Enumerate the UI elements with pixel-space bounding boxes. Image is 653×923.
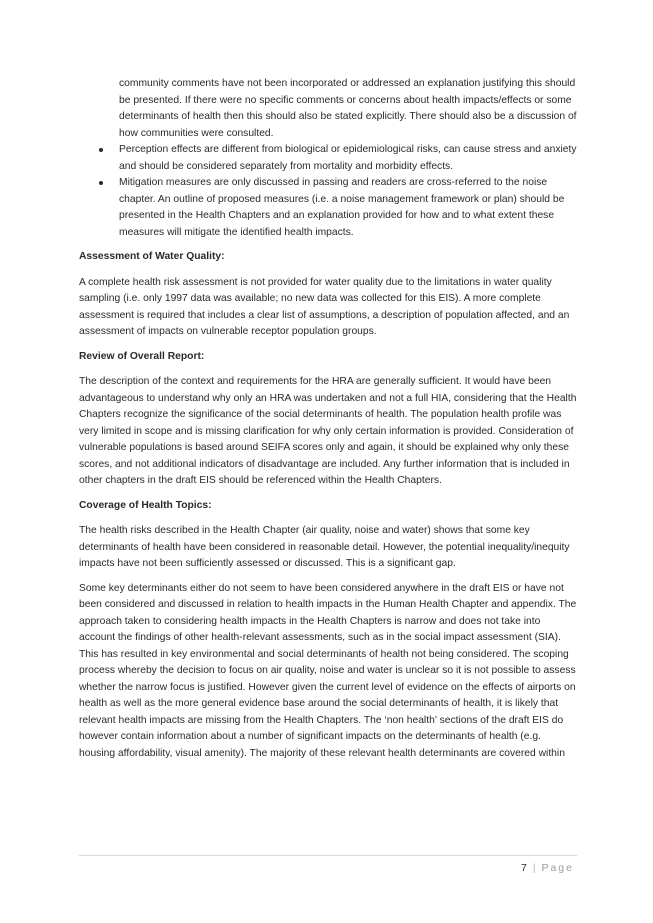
paragraph: The description of the context and requirements for the HRA are generally sufficient. It would have been advantageous to understand why only an HRA was undertaken and not a full HIA, considering that the Health Chapters recognize the significance of the social determinants of health. The population health profile was very limited in scope and is missing clarification for why only certain information is provided. Consideration of vulnerable populations is based around SEIFA scores only and again, it should be explained why only these scores, and not additional indicators of disadvantage are included. Any further information that is included in other chapters in the draft EIS should be referenced within the Health Chapters.	[79, 376, 577, 486]
section-heading-health-topics: Coverage of Health Topics:	[79, 499, 212, 511]
page-label: Page	[541, 862, 574, 874]
bullet-item	[79, 175, 577, 241]
footer-separator: |	[532, 862, 536, 874]
bullet-text: Perception effects are different from biological or epidemiological risks, can cause stress and anxiety and should be considered separately from mortality and morbidity effects.	[119, 144, 577, 172]
paragraph: Some key determinants either do not seem to have been considered anywhere in the draft EIS or have not been considered and discussed in relation to health impacts in the Human Health Chapter and appendix. The approach taken to considering health impacts in the Health Chapters is narrow and does not take into account the findings of other health-relevant assessments, such as in the social impact assessment (SIA). This has resulted in key environmental and social determinants of health not being considered. The scoping process whereby the decision to focus on air quality, noise and water is unclear so it is not possible to assess whether the narrow focus is justified. However given the current level of evidence on the effects of airports on health as well as the more general evidence base around the social determinants of health, it is likely that relevant health impacts are missing from the Health Chapters. The ‘non health’ sections of the draft EIS do however contain information about a number of significant impacts on the determinants of health (e.g. housing affordability, visual amenity). The majority of these relevant health determinants are covered within	[79, 582, 577, 759]
paragraph: A complete health risk assessment is not provided for water quality due to the limitations in water quality sampling (i.e. only 1997 data was available; no new data was collected for this EIS). A more complete assessment is required that includes a clear list of assumptions, a description of population affected, and an assessment of impacts on vulnerable receptor population groups.	[79, 276, 570, 337]
page-footer	[521, 860, 574, 877]
bullet-text: Mitigation measures are only discussed in passing and readers are cross-referred to the noise chapter. An outline of proposed measures (i.e. a noise management framework or plan) should be presented in the Health Chapters and an explanation provided for how and to what extent these measures will mitigate the identified health impacts.	[119, 177, 565, 238]
bullet-continuation: community comments have not been incorporated or addressed an explanation justifying this should be presented. If there were no specific comments or concerns about health impacts/effects or some determinants of health then this should also be stated explicitly. There should also be a discussion of how communities were consulted.	[119, 78, 577, 139]
bullet-list	[79, 76, 577, 241]
section-heading-overall-report: Review of Overall Report:	[79, 350, 205, 362]
section-heading-water-quality: Assessment of Water Quality:	[79, 251, 225, 262]
page-content	[79, 76, 577, 770]
paragraph: The health risks described in the Health Chapter (air quality, noise and water) shows that some key determinants of health have been considered in reasonable detail. However, the potential inequality/inequity impacts have not been sufficiently assessed or discussed. This is a significant gap.	[79, 525, 570, 569]
bullet-icon	[99, 148, 103, 152]
bullet-icon	[99, 181, 103, 185]
bullet-item	[79, 142, 577, 175]
page-number: 7	[521, 862, 527, 874]
footer-divider	[79, 855, 577, 856]
